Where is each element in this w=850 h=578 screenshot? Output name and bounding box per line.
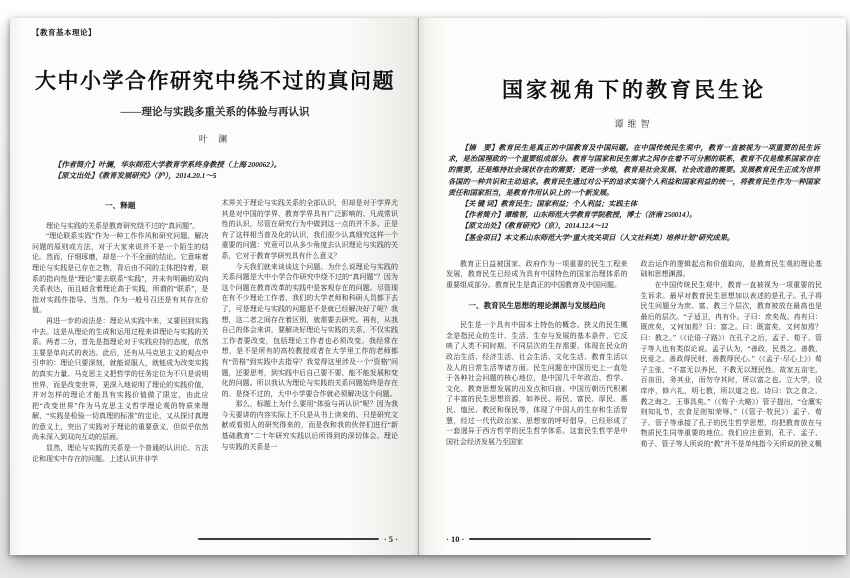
left-page-body [32,198,398,515]
book-spread [10,18,846,555]
left-page [10,18,418,555]
body-paragraph: 在中国传统民生观中，教育一直被视为一项重要的民生诉求。最早对教育民生思想加以表述的是孔子。孔子将民生问题分为庶、富、教三个层次，教育被放在最高也是最后的层次。“子适卫，冉有仆。子曰：庶矣哉。冉有曰：既庶矣，又何加焉？曰：富之。曰：既富矣，又何加焉？曰：教之。”（《论语·子路》）在孔子之后，孟子、荀子、管子等人也有类似论说。孟子认为，“善政，民畏之。善教，民爱之。善政得民财，善教得民心。”（《孟子·尽心上》）荀子主张，“不富无以养民，不教无以理民性。故家五亩宅，百亩田，务其业，而勿夺其时，所以富之也。立大学，设庠序，修六礼，明七教，所以道之也。诗曰：饮之食之，教之诲之，王事具矣。”（《荀子·大略》）管子提出，“仓廪实则知礼节，衣食足则知荣辱。”（《管子·牧民》）孟子、荀子、管子等承接了孔子的民生哲学思想，均把教育放在与物质民生同等重要的地位。我们应注意到，孔子、孟子、荀子、管子等人所说的“教”并不是单纯指今天所说的狭义概 [640,281,822,448]
left-page-column-1 [32,198,209,515]
left-article-subtitle: ——理论与实践多重关系的体验与再认识 [120,107,310,118]
right-page [418,18,846,555]
column-section-tag: 【教育基本理论】 [32,28,96,37]
body-paragraph: 教育正日益被国家、政府作为一项重要的民生工程来发展，教育民生已经成为具有中国特色的国家治理体系的重要组成部分。教育民生是真正的中国教育及中国问题。 [446,259,628,290]
left-page-column-2 [222,198,399,515]
body-paragraph: 那么，标题上为什么要用“体验与再认识”呢？因为我今天要讲的内容实际上不只是从书上读来的、只是研究文献或看别人的研究得来的，而是我和我的伙伴们进行“新基础教育”二十年研究实践以后所得到的深切体会。理论与实践的关系是一 [221,400,398,451]
body-paragraph: “理论联系实践”作为一种工作作风和研究问题、解决问题的原则或方法，对于大家来说并不是一个陌生的结论。然而，仔细琢磨，却是一个不全面的结论。它意味着理论与实践是已存在之物，背后由不同的主体把持着，联系的指向性是“理论”要去联系“实践”，并未有明确的双向关系表达，而且暗含着理论高于实践，所谓的“联系”，是指对实践作指导。当然，作为一般号召还是有其存在价值。 [32,232,209,315]
left-article-meta [42,159,398,181]
body-paragraph: 民生是一个具有中国本土特色的概念。狭义的民生概念是指民众的生计、生活、生存与发展的基本条件，它反映了人类不同时期、不同层次的生存需要，体现在民众的政治生活、经济生活、社会生活、文化生活、教育生活以及人的日常生活等诸方面。民生问题在中国历史上一直处于各种社会问题的核心地位，是中国几千年政治、哲学、文化、教育思想发展的出发点和归宿。中国历朝历代积累了丰富的民生思想资源，如养民、裕民、富民、厚民、惠民、恤民、教民和保民等，体现了中国人的生存和生活智慧，经过一代代政治家、思想家的呼吁倡导，已经形成了一套迥异于西方哲学的民生哲学体系。这套民生哲学是中国社会经济发展乃至国家 [446,321,628,446]
right-page-footer [446,534,651,544]
keywords-line: 【关 键 词】教育民生；国家利益；个人利益；实践主体 [460,200,638,209]
body-paragraph: 理论与实践的关系是教育研究绕不过的“真问题”。 [46,221,200,230]
footer-rule [198,538,379,541]
fund-line: 【基金项目】本文系山东师范大学“重大攻关项目（人文社科类）培养计划”研究成果。 [460,233,735,242]
page-number: · 5 · [383,534,398,544]
body-paragraph: 术界关于理论与实践关系的全部认识，但却是对于学界尤其是对中国的学界、教育学界具有广泛影响的、凡成常识性的认识，尽管在研究行为中做到这一点的并不多。正是有了这样相当普及化的认识，我们很少认真细究这样一个重要的问题：究竟可以从多少角度去认识理论与实践的关系，它对于教育学研究具有什么意义？ [221,199,398,260]
page-number: · 10 · [446,534,465,544]
author-bio-line: 【作者简介】叶澜，华东师范大学教育学系终身教授（上海 200062）。 [53,160,282,169]
body-paragraph: 再进一步的说法是：理论从实践中来，又要回到实践中去。这是从理论的生成和运用过程来讲理论与实践的关系。两者二分，首先是指理论对于实践应持的态度，依然主要是单向式的表达。此后，还有从马克思主义的观点中引申的：理论只要深刻，就能说服人，就能成为改变实践的真实力量。马克思主义把哲学的任务定位为不只是说明世界，而是改变世界，更深入地说明了理论的实践价值，并对怎样的理论才能具有实践价值做了限定，由此应把“改变世界”作为马克思主义哲学理论观的特质来理解，“实践是检验一切真理的标准”的定论，又从探讨真理的意义上，突出了实践对于理论的重要意义，但似乎依然尚未深入到双向互动的层面。 [32,316,209,442]
source-line: 【原文出处】《教育研究》（京），2014.12.4～12 [460,222,609,231]
section-heading: 一、教育民生思想的理论渊源与发展趋向 [468,300,606,310]
left-article-author: 叶 澜 [198,134,232,144]
source-line: 【原文出处】《教育发展研究》（沪），2014.20.1～5 [53,171,217,180]
abstract-line: 【摘 要】教育民生是真正的中国教育及中国问题。在中国传统民生观中，教育一直被视为一项重要的民生诉求，是治国理政的一个重要组成部分。教育与国家和民生需求之间存在着不可分割的联系，教育不仅是维系国家存在的需要，还是维持社会现状存在的需要；更进一步地，教育是社会发展、社会改造的需要。发展教育民生正成为世界各国的一种共识和主动追求。教育民生通过对公平的追求实现个人利益和国家利益的统一，将教育民生作为一种国家责任和国家担当，是教育作用认识上的一个新发展。 [448,144,820,197]
right-article-title: 国家视角下的教育民生论 [502,78,766,102]
left-page-footer [198,534,398,544]
right-article-meta [448,143,820,244]
section-heading: 一、释题 [105,201,136,210]
right-page-column-2 [641,259,823,511]
right-page-body [446,259,822,511]
footer-rule [469,538,651,541]
body-paragraph: 政治运作的逻辑起点和价值取向，是教育民生观的理论基础和思想渊源。 [640,259,822,279]
left-article-title: 大中小学合作研究中绕不过的真问题 [35,69,395,93]
right-article-author: 谭维智 [614,119,654,129]
right-page-column-1 [446,259,628,511]
author-bio-line: 【作者简介】谭维智，山东师范大学教育学院教授，博士（济南 250014）。 [460,211,697,220]
body-paragraph: 今天我们就来谈谈这个问题。为什么说理论与实践的关系问题是大中小学合作研究中绕不过的“真问题”？因为这个问题在教育改革的实践中是客观存在的问题。尽管现在有不少理论工作者、我们的大学老师和科研人员都下去了，可是理论与实践的问题是不是就已经解决好了呢？我想，这二者之间存在着区别，就需要去研究。再有，从我自己的体会来讲，要解决好理论与实践的关系，不仅实践工作者要改变，包括理论工作者也必须改变。我经常在想，是不是所有的高校教授或者在大学里工作的老师都有“资格”到实践中去指导？我觉得这里涉及一个“资格”问题，还要思考，到实践中后自己要不要、能不能发展和变化的问题。所以我认为理论与实践的关系问题始终是存在的、是绕不过的，大中小学要合作就必须解决这个问题。 [221,262,398,398]
body-paragraph: 显然，理论与实践的关系是一个普通的认识论、方法论和现实中存在的问题。上述认识并非学 [32,444,209,463]
